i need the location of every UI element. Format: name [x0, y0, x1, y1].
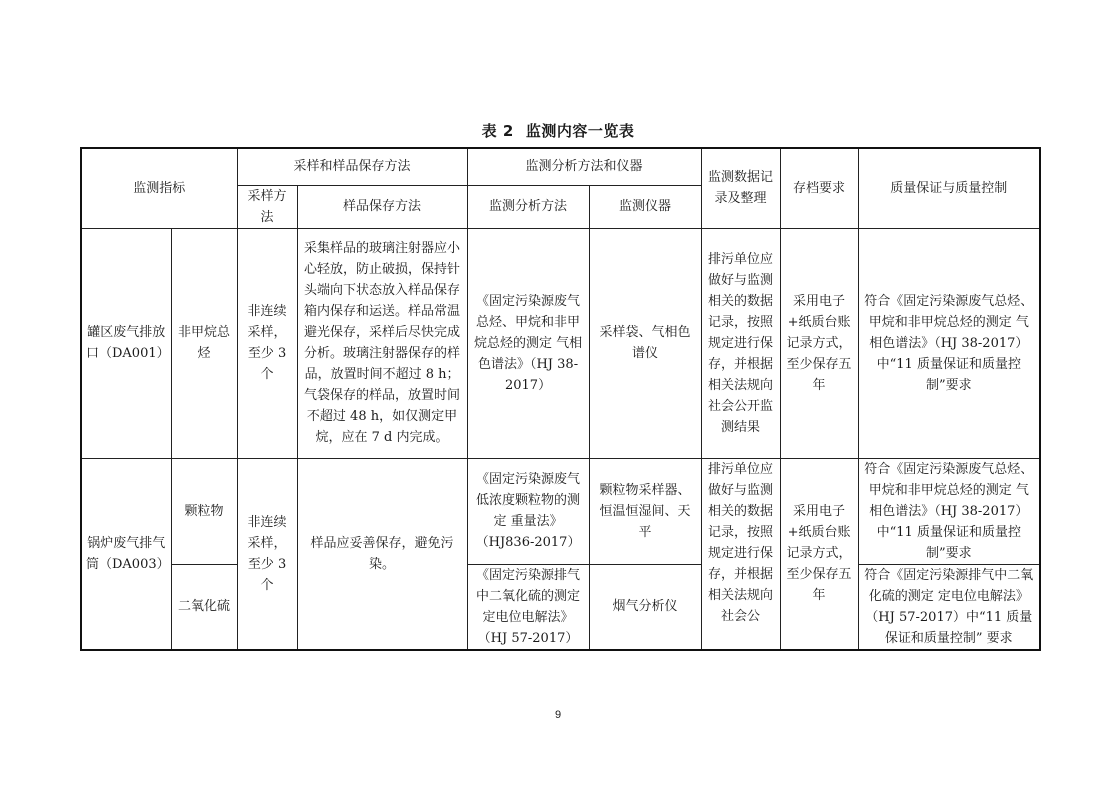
monitoring-table — [80, 147, 1041, 651]
sample-storage-cell: 采集样品的玻璃注射器应小心轻放，防止破损，保持针头端向下状态放入样品保存箱内保存和运送。样品常温避光保存，采样后尽快完成分析。玻璃注射器保存的样品，放置时间不超过 8 h；气袋保存的样品，放置时间不超过 48 h，如仅测定甲烷，应在 7 d 内完成。 — [297, 228, 467, 458]
instrument-cell: 烟气分析仪 — [589, 564, 701, 650]
header-sampling-method: 采样方法 — [237, 185, 297, 228]
caption-number: 表 2 — [481, 122, 514, 140]
pollutant-cell: 颗粒物 — [171, 458, 237, 564]
outlet-cell: 锅炉废气排气筒（DA003） — [81, 458, 171, 650]
sample-storage-cell: 样品应妥善保存，避免污染。 — [297, 458, 467, 650]
analysis-method-cell: 《固定污染源排气中二氧化硫的测定 定电位电解法》（HJ 57-2017） — [467, 564, 589, 650]
archive-cell: 采用电子+纸质台账记录方式，至少保存五年 — [780, 458, 858, 650]
header-analysis-method: 监测分析方法 — [467, 185, 589, 228]
qa-qc-cell: 符合《固定污染源废气总烃、甲烷和非甲烷总烃的测定 气相色谱法》（HJ 38-2017）中“11 质量保证和质量控制”要求 — [858, 228, 1040, 458]
caption-title: 监测内容一览表 — [525, 122, 635, 140]
data-record-cell: 排污单位应做好与监测相关的数据记录，按照规定进行保存，并根据相关法规向社会公 — [701, 458, 780, 650]
sampling-method-cell: 非连续采样，至少 3 个 — [237, 228, 297, 458]
header-sample-storage: 样品保存方法 — [297, 185, 467, 228]
page-number: 9 — [554, 709, 562, 721]
analysis-method-cell: 《固定污染源废气 低浓度颗粒物的测定 重量法》（HJ836-2017） — [467, 458, 589, 564]
header-archive: 存档要求 — [780, 148, 858, 228]
analysis-method-cell: 《固定污染源废气总烃、甲烷和非甲烷总烃的测定 气相色谱法》（HJ 38-2017） — [467, 228, 589, 458]
header-instrument: 监测仪器 — [589, 185, 701, 228]
table-row — [81, 564, 1040, 650]
archive-cell: 采用电子+纸质台账记录方式，至少保存五年 — [780, 228, 858, 458]
pollutant-cell: 非甲烷总烃 — [171, 228, 237, 458]
table-caption — [0, 120, 1116, 141]
sampling-method-cell: 非连续采样，至少 3 个 — [237, 458, 297, 650]
data-record-cell: 排污单位应做好与监测相关的数据记录，按照规定进行保存，并根据相关法规向社会公开监测结果 — [701, 228, 780, 458]
instrument-cell: 颗粒物采样器、恒温恒湿间、天平 — [589, 458, 701, 564]
instrument-cell: 采样袋、气相色谱仪 — [589, 228, 701, 458]
header-sampling-group: 采样和样品保存方法 — [237, 148, 467, 185]
header-data-record: 监测数据记录及整理 — [701, 148, 780, 228]
header-analysis-group: 监测分析方法和仪器 — [467, 148, 701, 185]
header-indicator: 监测指标 — [81, 148, 237, 228]
qa-qc-cell: 符合《固定污染源废气总烃、甲烷和非甲烷总烃的测定 气相色谱法》（HJ 38-2017）中“11 质量保证和质量控制”要求 — [858, 458, 1040, 564]
outlet-cell: 罐区废气排放口（DA001） — [81, 228, 171, 458]
header-qa-qc: 质量保证与质量控制 — [858, 148, 1040, 228]
pollutant-cell: 二氧化硫 — [171, 564, 237, 650]
qa-qc-cell: 符合《固定污染源排气中二氧化硫的测定 定电位电解法》（HJ 57-2017）中“11 质量保证和质量控制” 要求 — [858, 564, 1040, 650]
table-row — [81, 458, 1040, 564]
table-row — [81, 228, 1040, 458]
